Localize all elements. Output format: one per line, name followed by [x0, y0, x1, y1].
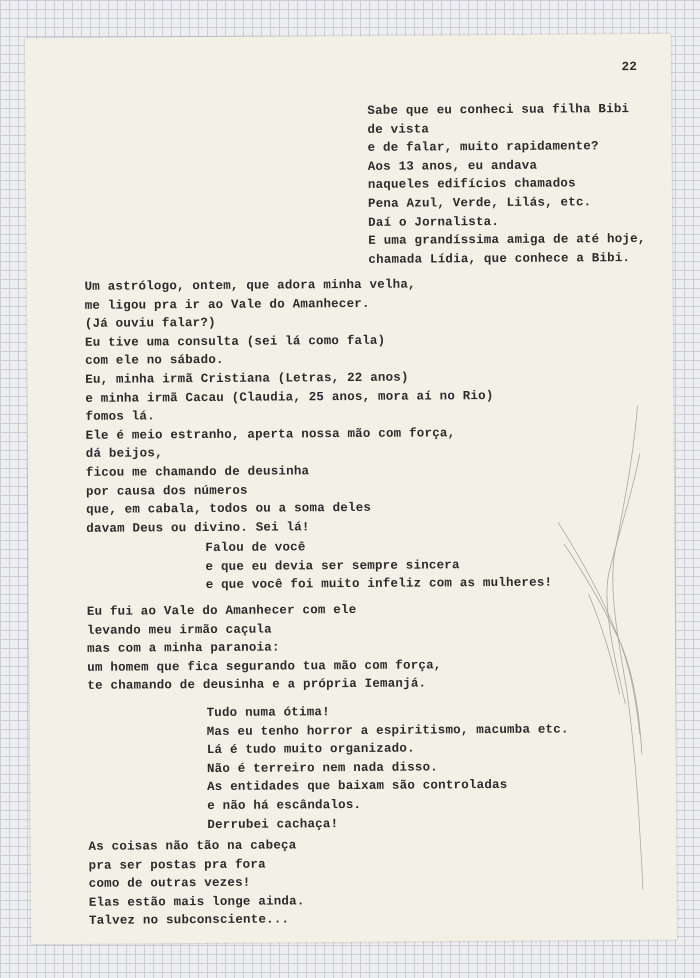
text-line: Sabe que eu conheci sua filha Bibi: [367, 102, 630, 118]
text-line: que, em cabala, todos ou a soma deles: [86, 500, 372, 517]
text-line: mas com a minha paranoia:: [87, 640, 280, 657]
text-block: [87, 600, 442, 695]
text-line: Aos 13 anos, eu andava: [367, 158, 538, 174]
text-line: naqueles edifícios chamados: [367, 176, 576, 193]
text-line: Derrubei cachaça!: [207, 816, 339, 832]
text-line: Daí o Jornalista.: [368, 214, 500, 230]
text-line: davam Deus ou divino. Sei lá!: [86, 520, 310, 536]
text-line: Tudo numa ótima!: [206, 705, 330, 721]
text-line: Eu fui ao Vale do Amanhecer com ele: [86, 602, 357, 619]
text-block: [205, 537, 552, 595]
text-line: e que você foi muito infeliz com as mulheres!: [205, 575, 553, 593]
text-line: de vista: [367, 122, 430, 137]
text-line: Eu, minha irmã Cristiana (Letras, 22 anos): [85, 370, 409, 387]
text-line: As coisas não tão na cabeça: [88, 838, 297, 854]
text-line: levando meu irmão caçula: [86, 622, 272, 638]
text-line: (Já ouviu falar?): [84, 316, 216, 332]
text-line: ficou me chamando de deusinha: [85, 464, 310, 480]
text-block: [88, 836, 304, 930]
text-block: [206, 701, 569, 834]
text-line: como de outras vezes!: [88, 875, 251, 892]
text-line: chamada Lídia, que conhece a Bibi.: [368, 250, 631, 267]
text-line: Talvez no subconsciente...: [88, 912, 290, 929]
page-number: 22: [621, 59, 638, 75]
text-line: me ligou pra ir ao Vale do Amanhecer.: [84, 296, 370, 313]
text-line: Falou de você: [205, 540, 306, 556]
text-line: Elas estão mais longe ainda.: [88, 894, 305, 910]
text-line: com ele no sábado.: [85, 353, 224, 369]
text-line: Um astrólogo, ontem, que adora minha velha,: [84, 277, 416, 294]
text-line: e minha irmã Cacau (Claudia, 25 anos, mora aí no Rio): [85, 388, 494, 406]
text-line: Mas eu tenho horror a espiritismo, macumba etc.: [206, 722, 569, 739]
text-line: e não há escândalos.: [207, 797, 362, 813]
text-line: E uma grandíssima amiga de até hoje,: [368, 232, 646, 249]
text-block: [85, 275, 495, 538]
text-line: Pena Azul, Verde, Lilás, etc.: [367, 195, 592, 211]
typewritten-page: [25, 34, 677, 944]
text-line: e de falar, muito rapidamente?: [367, 139, 599, 156]
text-line: por causa dos números: [85, 483, 248, 499]
text-line: te chamando de deusinha e a própria Iemanjá.: [87, 676, 427, 694]
text-line: fomos lá.: [85, 409, 155, 425]
text-line: Ele é meio estranho, aperta nossa mão com força,: [85, 426, 456, 443]
text-line: e que eu devia ser sempre sincera: [205, 557, 460, 574]
text-line: um homem que fica segurando tua mão com força,: [87, 658, 442, 675]
text-block: [367, 100, 645, 269]
text-line: Lá é tudo muito organizado.: [206, 741, 415, 758]
text-line: Eu tive uma consulta (sei lá como fala): [84, 333, 386, 350]
text-line: pra ser postas pra fora: [88, 857, 266, 873]
text-line: As entidades que baixam são controladas: [207, 778, 508, 795]
text-line: dá beijos,: [85, 446, 163, 462]
text-line: Não é terreiro nem nada disso.: [206, 760, 439, 776]
